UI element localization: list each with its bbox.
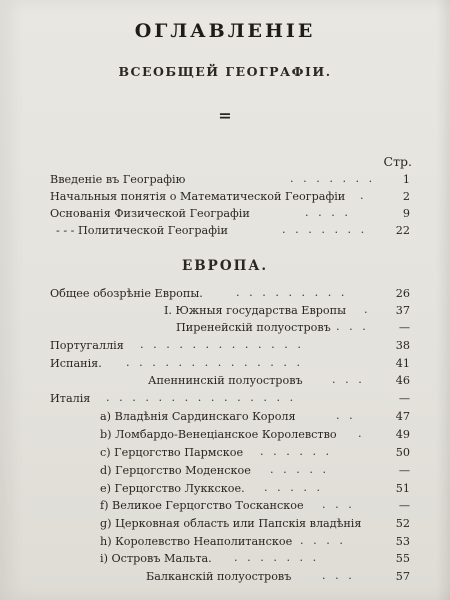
toc-entry xyxy=(100,444,410,462)
toc-entry xyxy=(50,337,410,355)
toc-entry-page: 55 xyxy=(395,552,410,565)
toc-leader-dots: . xyxy=(364,303,371,316)
toc-entry-label: Испанія. xyxy=(50,357,102,370)
toc-leader-dots: . . . . . . . xyxy=(234,551,320,564)
toc-leader-dots: . . . xyxy=(332,373,365,386)
toc-entry xyxy=(100,408,410,426)
toc-entry-page: — xyxy=(398,464,410,477)
toc-leader-dots: . . . xyxy=(322,498,355,511)
toc-entry-label: h) Королевство Неаполитанское xyxy=(100,535,293,548)
toc-entry-label: a) Владѣнія Сардинскаго Короля xyxy=(100,410,296,423)
toc-entry-page: — xyxy=(398,392,410,405)
toc-entry-page: — xyxy=(398,499,410,512)
toc-entry xyxy=(100,497,410,515)
title-separator: = xyxy=(218,106,232,125)
toc-leader-dots: . . . . . . . xyxy=(282,223,368,236)
toc-entry-label: b) Ломбардо-Венеціанское Королевство xyxy=(100,428,337,441)
toc-entry-label: c) Герцогство Пармское xyxy=(100,446,244,459)
section-heading: ЕВРОПА. xyxy=(181,258,269,274)
toc-leader-dots: . xyxy=(358,427,365,440)
toc-entry xyxy=(100,550,410,568)
toc-entry xyxy=(100,426,410,444)
toc-entry-page: 26 xyxy=(395,287,410,300)
toc-leader-dots: . . . . . . xyxy=(260,445,333,458)
toc-entry-page: 22 xyxy=(395,224,410,237)
toc-leader-dots: . . . . xyxy=(300,534,346,547)
toc-leader-dots: . . . . . . . xyxy=(290,172,376,185)
toc-entry-page: 9 xyxy=(402,207,410,220)
toc-entry xyxy=(100,515,410,533)
toc-entry-page: 37 xyxy=(395,304,410,317)
toc-entry-page: 52 xyxy=(395,517,410,530)
toc-leader-dots: . . . . . . . . . . . . . . . xyxy=(106,391,297,404)
toc-entry xyxy=(100,462,410,480)
toc-entry xyxy=(100,480,410,498)
toc-entry-label: Италія xyxy=(50,392,91,405)
toc-entry-page: 49 xyxy=(395,428,410,441)
toc-entry xyxy=(164,302,410,320)
toc-entry xyxy=(50,171,410,189)
toc-entry-label: - - - Политической Географіи xyxy=(56,224,228,237)
toc-leader-dots: . . . . . . . . . . . . . xyxy=(140,338,304,351)
page-column-header: Стр. xyxy=(383,154,412,169)
toc-entry-label: Общее обозрѣніе Европы. xyxy=(50,287,203,300)
toc-entry xyxy=(50,188,410,206)
toc-entry-label: I. Южныя государства Европы xyxy=(164,304,347,317)
toc-entry-label: d) Герцогство Моденское xyxy=(100,464,251,477)
toc-entry-label: Основанія Физической Географіи xyxy=(50,207,250,220)
toc-leader-dots: . . . . . xyxy=(270,463,330,476)
toc-entry-page: 57 xyxy=(395,570,410,583)
toc-entry xyxy=(146,568,410,586)
toc-entry xyxy=(176,319,410,337)
page-edge-shadow xyxy=(436,0,450,600)
toc-entry-page: 2 xyxy=(402,190,410,203)
toc-entry-label: e) Герцогство Луккское. xyxy=(100,482,245,495)
toc-entry-page: 38 xyxy=(395,339,410,352)
toc-entry-label: f) Великое Герцогство Тосканское xyxy=(100,499,304,512)
toc-leader-dots: . . . . xyxy=(305,206,351,219)
toc-entry-label: i) Островъ Мальта. xyxy=(100,552,212,565)
toc-entry-page: 46 xyxy=(395,374,410,387)
toc-leader-dots: . xyxy=(360,189,367,202)
toc-leader-dots: . . . . . . . . . . . . . . xyxy=(126,356,304,369)
toc-entry xyxy=(50,390,410,408)
toc-entry-label: Португаллія xyxy=(50,339,124,352)
toc-entry-page: 53 xyxy=(395,535,410,548)
toc-entry-page: 51 xyxy=(395,482,410,495)
toc-entry xyxy=(56,222,410,240)
toc-entry-label: g) Церковная область или Папскія владѣнія xyxy=(100,517,362,530)
toc-entry-page: 50 xyxy=(395,446,410,459)
toc-entry-label: Апеннинскій полуостровъ xyxy=(148,374,303,387)
toc-leader-dots: . . . . . xyxy=(264,481,324,494)
toc-leader-dots: . . . xyxy=(322,569,355,582)
toc-leader-dots: . . . . . . . . . xyxy=(236,286,348,299)
toc-entry-page: 41 xyxy=(395,357,410,370)
toc-entry-label: Пиренейскій полуостровъ xyxy=(176,321,331,334)
toc-leader-dots: . . . xyxy=(336,320,369,333)
toc-entry-page: — xyxy=(398,321,410,334)
page-subtitle: ВСЕОБЩЕЙ ГЕОГРАФІИ. xyxy=(118,64,332,79)
page-title: ОГЛАВЛЕНІЕ xyxy=(134,20,316,42)
toc-entry-label: Начальныя понятія о Математической Географіи xyxy=(50,190,346,203)
toc-entry-label: Балканскій полуостровъ xyxy=(146,570,292,583)
toc-entry-page: 1 xyxy=(402,173,410,186)
toc-entry xyxy=(148,372,410,390)
toc-leader-dots: . . xyxy=(336,409,356,422)
toc-entry xyxy=(50,285,410,303)
toc-entry-page: 47 xyxy=(395,410,410,423)
toc-entry-label: Введеніе въ Географію xyxy=(50,173,186,186)
